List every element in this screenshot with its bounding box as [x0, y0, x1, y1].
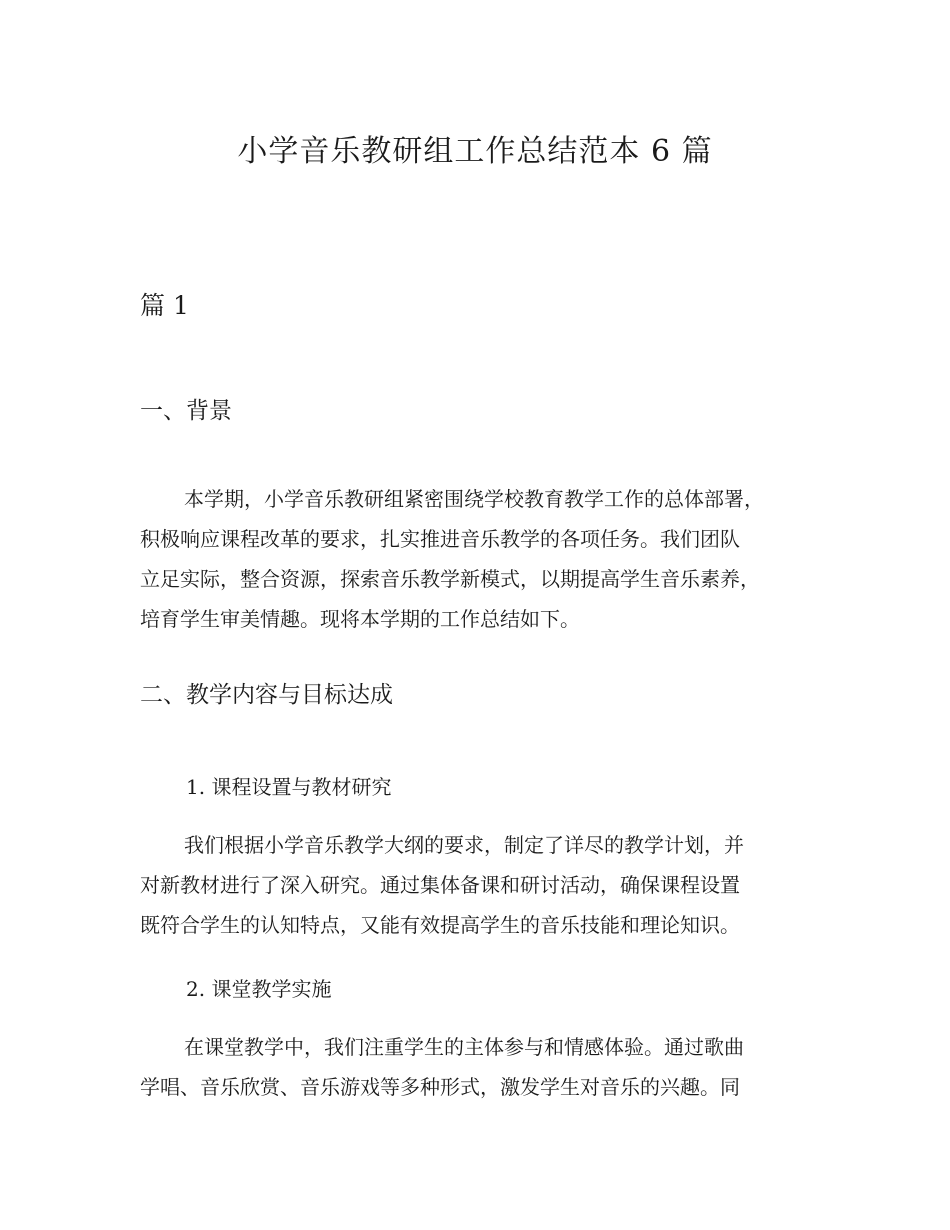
paragraph-line: 对新教材进行了深入研究。通过集体备课和研讨活动，确保课程设置: [140, 873, 740, 897]
subsection-heading-classroom: 2. 课堂教学实施: [186, 977, 332, 1001]
paragraph-line: 既符合学生的认知特点，又能有效提高学生的音乐技能和理论知识。: [140, 913, 740, 937]
paragraph-background: [140, 479, 840, 639]
paragraph-line: 在课堂教学中，我们注重学生的主体参与和情感体验。通过歌曲: [184, 1035, 744, 1059]
paragraph-line: 培育学生审美情趣。现将本学期的工作总结如下。: [140, 607, 580, 631]
paragraph-line: 立足实际，整合资源，探索音乐教学新模式，以期提高学生音乐素养，: [140, 567, 760, 591]
document-title: 小学音乐教研组工作总结范本 6 篇: [237, 134, 713, 169]
paragraph-classroom: [140, 1027, 840, 1107]
subsection-heading-curriculum: 1. 课程设置与教材研究: [186, 775, 392, 799]
paragraph-curriculum: [140, 825, 840, 945]
paragraph-line: 本学期，小学音乐教研组紧密围绕学校教育教学工作的总体部署，: [184, 487, 764, 511]
paragraph-line: 学唱、音乐欣赏、音乐游戏等多种形式，激发学生对音乐的兴趣。同: [140, 1075, 740, 1099]
part-label: 篇 1: [140, 291, 189, 320]
section-heading-background: 一、背景: [140, 398, 232, 424]
paragraph-line: 积极响应课程改革的要求，扎实推进音乐教学的各项任务。我们团队: [140, 527, 740, 551]
paragraph-line: 我们根据小学音乐教学大纲的要求，制定了详尽的教学计划，并: [184, 833, 744, 857]
section-heading-teaching-content: 二、教学内容与目标达成: [140, 682, 393, 708]
